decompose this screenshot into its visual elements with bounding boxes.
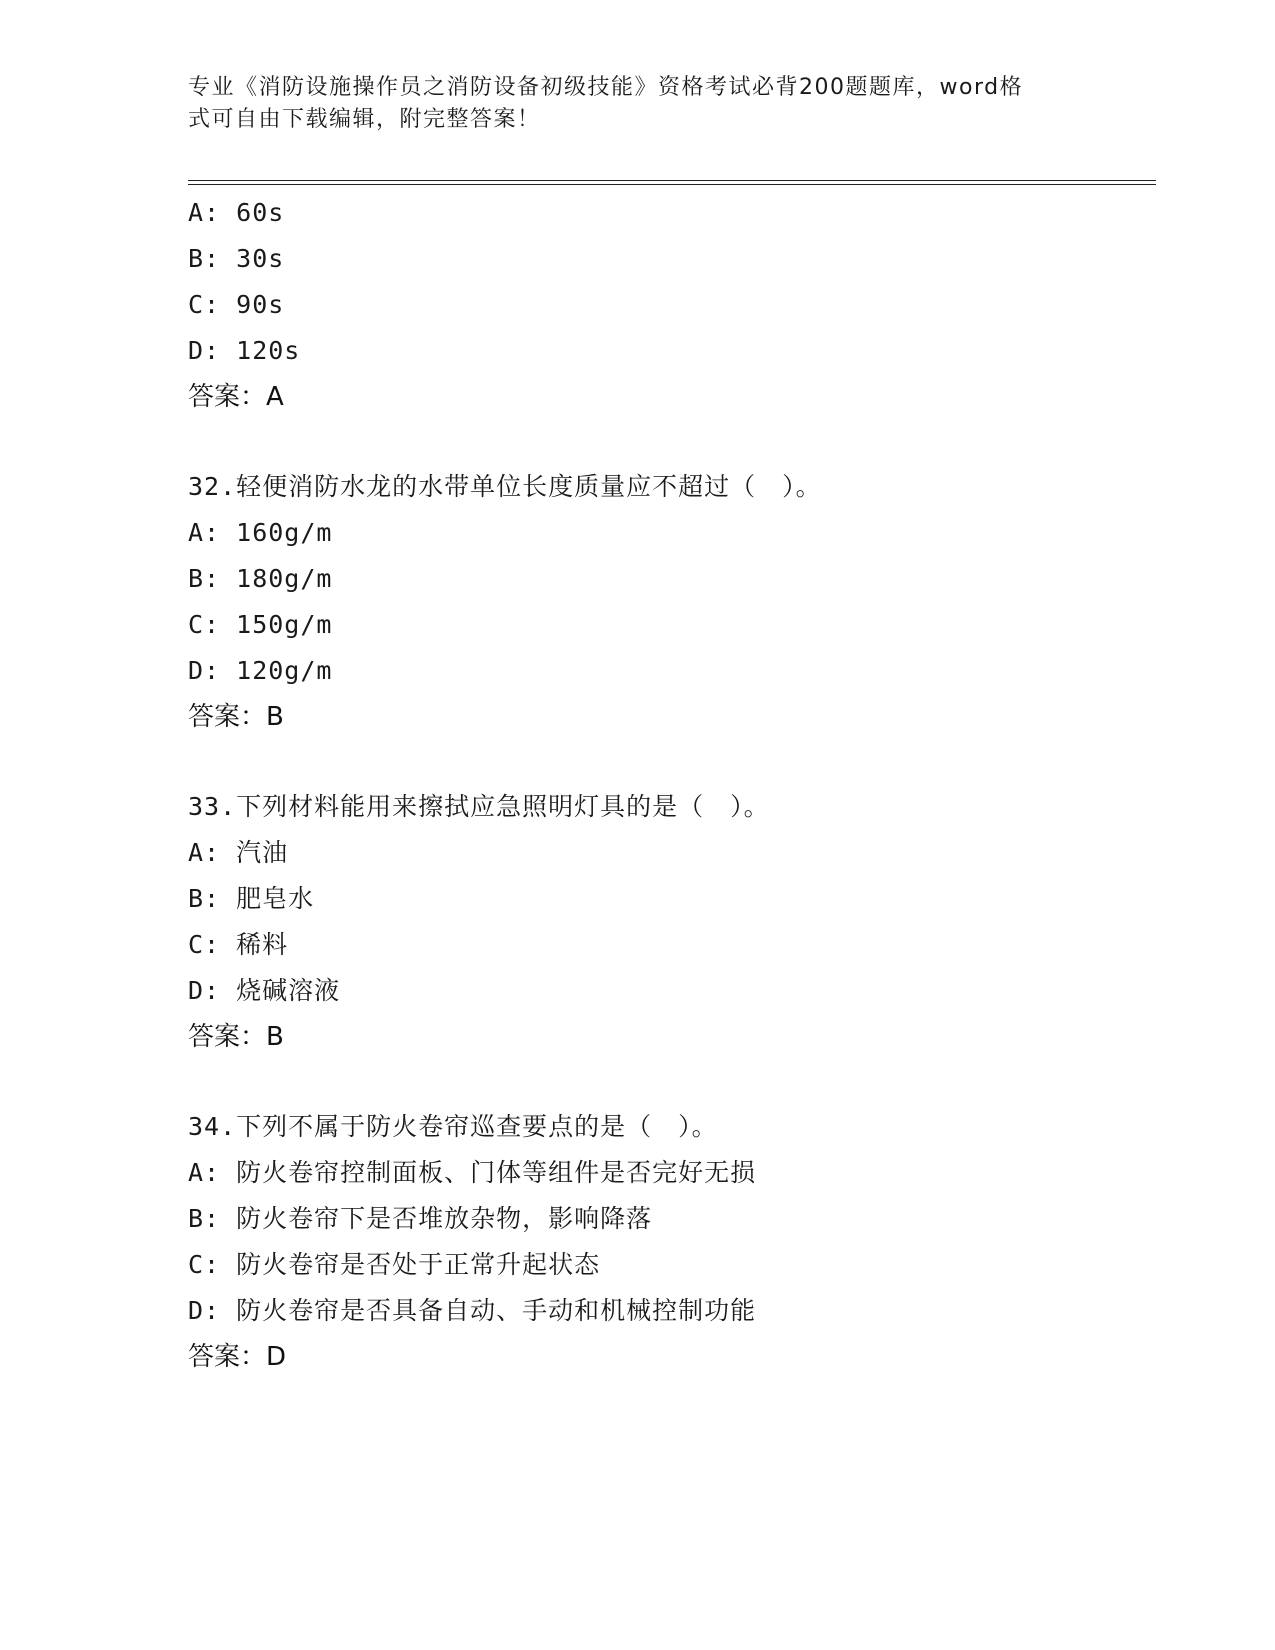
question-stem: 34.下列不属于防火卷帘巡查要点的是（ ）。 bbox=[188, 1112, 718, 1141]
header-rule-top bbox=[188, 180, 1156, 181]
option-c: C: 150g/m bbox=[188, 610, 333, 639]
option-b: B: 30s bbox=[188, 244, 285, 273]
header-line-1: 专业《消防设施操作员之消防设备初级技能》资格考试必背200题题库，word格 bbox=[188, 75, 1024, 100]
question-block-33 bbox=[188, 784, 1148, 1060]
question-block-34 bbox=[188, 1104, 1148, 1380]
option-d: D: 120s bbox=[188, 336, 301, 365]
question-stem: 32.轻便消防水龙的水带单位长度质量应不超过（ ）。 bbox=[188, 472, 822, 501]
option-b: B: 肥皂水 bbox=[188, 884, 315, 913]
answer-line: 答案：B bbox=[188, 702, 284, 732]
option-c: C: 稀料 bbox=[188, 930, 289, 959]
header-rule-bottom bbox=[188, 184, 1156, 185]
answer-line: 答案：A bbox=[188, 382, 284, 412]
question-list bbox=[188, 190, 1148, 1380]
answer-line: 答案：B bbox=[188, 1022, 284, 1052]
answer-line: 答案：D bbox=[188, 1342, 287, 1372]
option-a: A: 防火卷帘控制面板、门体等组件是否完好无损 bbox=[188, 1158, 757, 1187]
option-b: B: 防火卷帘下是否堆放杂物，影响降落 bbox=[188, 1204, 653, 1233]
option-a: A: 160g/m bbox=[188, 518, 333, 547]
question-block-prev bbox=[188, 190, 1148, 420]
option-d: D: 120g/m bbox=[188, 656, 333, 685]
spacer bbox=[188, 420, 1148, 464]
document-header bbox=[188, 72, 1088, 136]
spacer bbox=[188, 740, 1148, 784]
option-d: D: 防火卷帘是否具备自动、手动和机械控制功能 bbox=[188, 1296, 757, 1325]
option-c: C: 90s bbox=[188, 290, 285, 319]
spacer bbox=[188, 1060, 1148, 1104]
question-block-32 bbox=[188, 464, 1148, 740]
question-stem: 33.下列材料能用来擦拭应急照明灯具的是（ ）。 bbox=[188, 792, 770, 821]
option-c: C: 防火卷帘是否处于正常升起状态 bbox=[188, 1250, 601, 1279]
option-a: A: 汽油 bbox=[188, 838, 289, 867]
option-b: B: 180g/m bbox=[188, 564, 333, 593]
option-d: D: 烧碱溶液 bbox=[188, 976, 341, 1005]
header-line-2: 式可自由下载编辑，附完整答案！ bbox=[188, 107, 541, 132]
option-a: A: 60s bbox=[188, 198, 285, 227]
